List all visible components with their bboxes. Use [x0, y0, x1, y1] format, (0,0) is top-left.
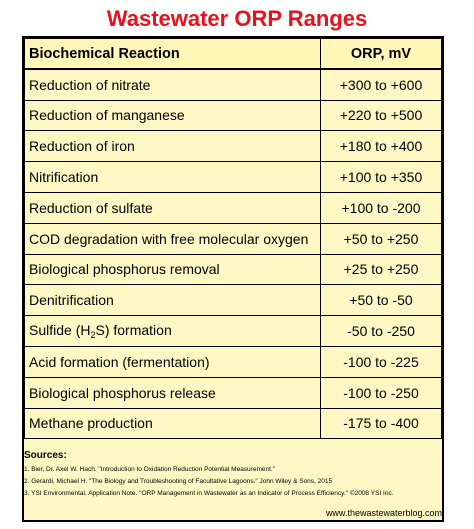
orp-cell: +50 to +250	[321, 223, 442, 254]
reaction-cell: Reduction of nitrate	[25, 69, 321, 100]
table-row	[25, 408, 442, 439]
table-header-row	[25, 39, 442, 70]
table-row	[25, 192, 442, 223]
table-row	[25, 254, 442, 285]
reaction-cell: COD degradation with free molecular oxygen	[25, 223, 321, 254]
table-row	[25, 346, 442, 377]
reaction-cell: Reduction of manganese	[25, 100, 321, 131]
reaction-text-suffix: S) formation	[95, 322, 172, 339]
reaction-cell: Acid formation (fermentation)	[25, 346, 321, 377]
page-title: Wastewater ORP Ranges	[106, 6, 368, 31]
orp-cell: +220 to +500	[321, 100, 442, 131]
orp-table	[24, 38, 442, 439]
reaction-cell: Reduction of iron	[25, 131, 321, 162]
reaction-cell: Nitrification	[25, 162, 321, 193]
table-row	[25, 100, 442, 131]
reaction-cell: Denitrification	[25, 285, 321, 316]
source-item: 2. Gerardi, Michael H. "The Biology and Troubleshooting of Facultative Lagoons." John Wiley & Sons, 2015	[24, 478, 333, 485]
orp-cell: +100 to -200	[321, 192, 442, 223]
reaction-text-prefix: Sulfide (H	[29, 322, 91, 339]
header-orp: ORP, mV	[321, 39, 442, 70]
orp-cell: +100 to +350	[321, 162, 442, 193]
reaction-cell: Methane production	[25, 408, 321, 439]
orp-cell: -175 to -400	[321, 408, 442, 439]
table-row	[25, 377, 442, 408]
orp-cell: +25 to +250	[321, 254, 442, 285]
orp-cell: +50 to -50	[321, 285, 442, 316]
header-biochemical-reaction: Biochemical Reaction	[25, 39, 321, 70]
source-item: 1. Bier, Dr. Axel W. Hach. "Introduction to Oxidation Reduction Potential Measurement."	[24, 466, 276, 473]
orp-cell: +180 to +400	[321, 131, 442, 162]
table-row	[25, 131, 442, 162]
table-row	[25, 69, 442, 100]
table-row	[25, 316, 442, 347]
subscript-two: 2	[90, 330, 96, 341]
reaction-cell: Reduction of sulfate	[25, 192, 321, 223]
table-row	[25, 285, 442, 316]
sources-heading: Sources:	[24, 450, 67, 461]
reaction-cell	[25, 316, 321, 347]
orp-cell: -100 to -250	[321, 377, 442, 408]
orp-cell: -50 to -250	[321, 316, 442, 347]
footer-url: www.thewastewaterblog.com	[325, 508, 442, 518]
reaction-cell: Biological phosphorus release	[25, 377, 321, 408]
reaction-cell: Biological phosphorus removal	[25, 254, 321, 285]
orp-cell: -100 to -225	[321, 346, 442, 377]
source-item: 3. YSI Environmental. Application Note. "ORP Management in Wastewater as an Indicator of Process Efficiency." ©2008 YSI Inc.	[24, 490, 394, 497]
orp-cell: +300 to +600	[321, 69, 442, 100]
table-row	[25, 223, 442, 254]
table-row	[25, 162, 442, 193]
